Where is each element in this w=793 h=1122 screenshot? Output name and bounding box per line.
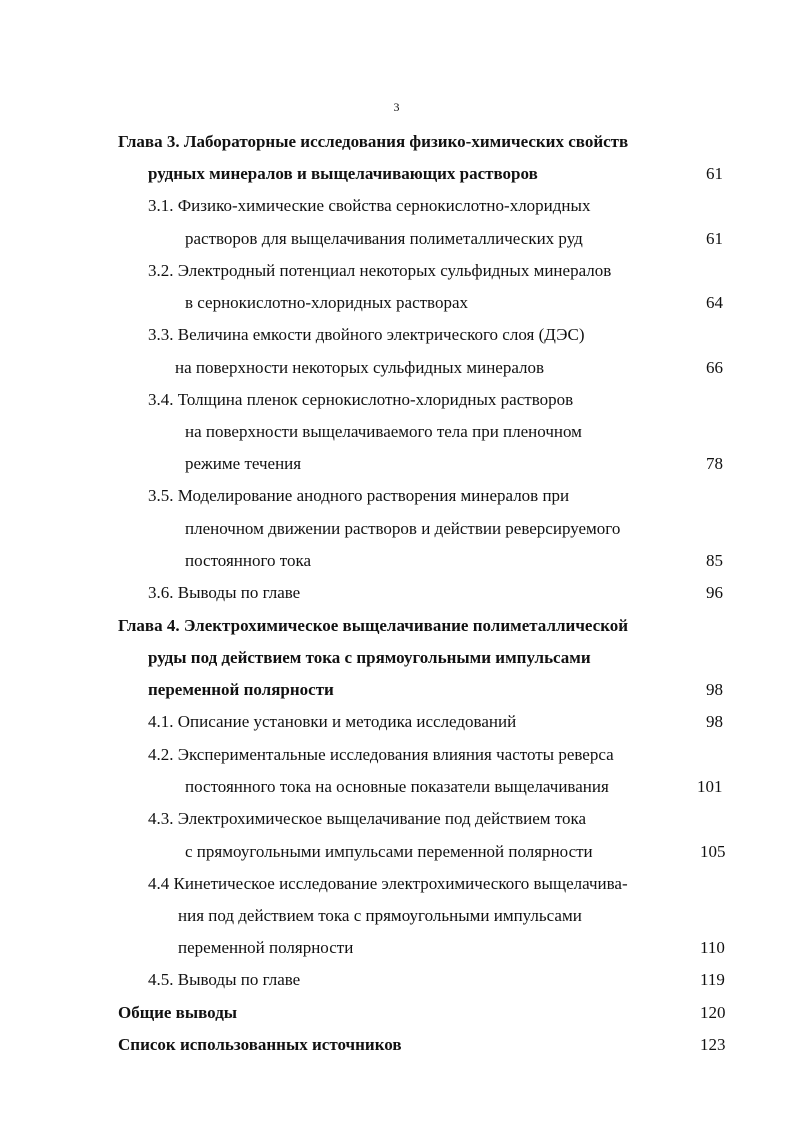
toc-chapter-4-title-line2: руды под действием тока с прямоугольными импульсами xyxy=(148,648,591,667)
toc-chapter-3-page: 61 xyxy=(706,164,723,183)
toc-section-4-2-line1: 4.2. Экспериментальные исследования влияния частоты реверса xyxy=(148,745,614,764)
toc-section-3-2-line2: в сернокислотно-хлоридных растворах xyxy=(185,293,468,312)
toc-section-3-3-line1: 3.3. Величина емкости двойного электрического слоя (ДЭС) xyxy=(148,325,585,344)
toc-section-4-3-line1: 4.3. Электрохимическое выщелачивание под действием тока xyxy=(148,809,587,828)
toc-section-3-5-line1: 3.5. Моделирование анодного растворения минералов при xyxy=(148,486,570,505)
toc-section-3-2-line1: 3.2. Электродный потенциал некоторых сульфидных минералов xyxy=(148,261,612,280)
toc-conclusions-page: 120 xyxy=(700,1003,726,1022)
toc-section-3-3-page: 66 xyxy=(706,358,723,377)
toc-section-3-4-line1: 3.4. Толщина пленок сернокислотно-хлоридных растворов xyxy=(148,390,574,409)
toc-section-3-2-page: 64 xyxy=(706,293,723,312)
toc-chapter-4-page: 98 xyxy=(706,680,723,699)
toc-section-4-1-line1: 4.1. Описание установки и методика исследований xyxy=(148,712,517,731)
toc-section-3-1-line1: 3.1. Физико-химические свойства сернокислотно-хлоридных xyxy=(148,196,591,215)
toc-references-page: 123 xyxy=(700,1035,726,1054)
toc-section-3-5-line3: постоянного тока xyxy=(185,551,312,570)
toc-section-3-6-page: 96 xyxy=(706,583,723,602)
toc-section-4-5-line1: 4.5. Выводы по главе xyxy=(148,970,301,989)
toc-section-3-3-line2: на поверхности некоторых сульфидных минералов xyxy=(175,358,545,377)
toc-conclusions-title: Общие выводы xyxy=(118,1003,238,1022)
toc-section-4-4-line2: ния под действием тока с прямоугольными импульсами xyxy=(178,906,582,925)
toc-section-4-4-page: 110 xyxy=(700,938,725,957)
toc-chapter-4-title-line1: Глава 4. Электрохимическое выщелачивание полиметаллической xyxy=(118,616,629,635)
page-number: 3 xyxy=(393,100,400,114)
toc-section-4-4-line1: 4.4 Кинетическое исследование электрохимического выщелачива- xyxy=(148,874,628,893)
toc-section-4-3-line2: с прямоугольными импульсами переменной полярности xyxy=(185,842,593,861)
toc-section-3-1-line2: растворов для выщелачивания полиметаллических руд xyxy=(185,229,583,248)
toc-section-4-2-line2: постоянного тока на основные показатели выщелачивания xyxy=(185,777,609,796)
toc-chapter-3-title-line2: рудных минералов и выщелачивающих растворов xyxy=(148,164,538,183)
toc-section-4-1-page: 98 xyxy=(706,712,723,731)
toc-chapter-4-title-line3: переменной полярности xyxy=(148,680,334,699)
toc-section-4-2-page: 101 xyxy=(697,777,723,796)
toc-section-4-4-line3: переменной полярности xyxy=(178,938,354,957)
toc-section-3-5-page: 85 xyxy=(706,551,723,570)
toc-section-3-4-line2: на поверхности выщелачиваемого тела при пленочном xyxy=(185,422,582,441)
toc-section-3-4-page: 78 xyxy=(706,454,723,473)
toc-section-3-5-line2: пленочном движении растворов и действии реверсируемого xyxy=(185,519,621,538)
toc-section-4-5-page: 119 xyxy=(700,970,725,989)
toc-section-3-1-page: 61 xyxy=(706,229,723,248)
toc-section-3-6-line1: 3.6. Выводы по главе xyxy=(148,583,301,602)
toc-section-3-4-line3: режиме течения xyxy=(185,454,302,473)
toc-references-title: Список использованных источников xyxy=(118,1035,402,1054)
toc-chapter-3-title-line1: Глава 3. Лабораторные исследования физико-химических свойств xyxy=(118,132,629,151)
toc-section-4-3-page: 105 xyxy=(700,842,726,861)
